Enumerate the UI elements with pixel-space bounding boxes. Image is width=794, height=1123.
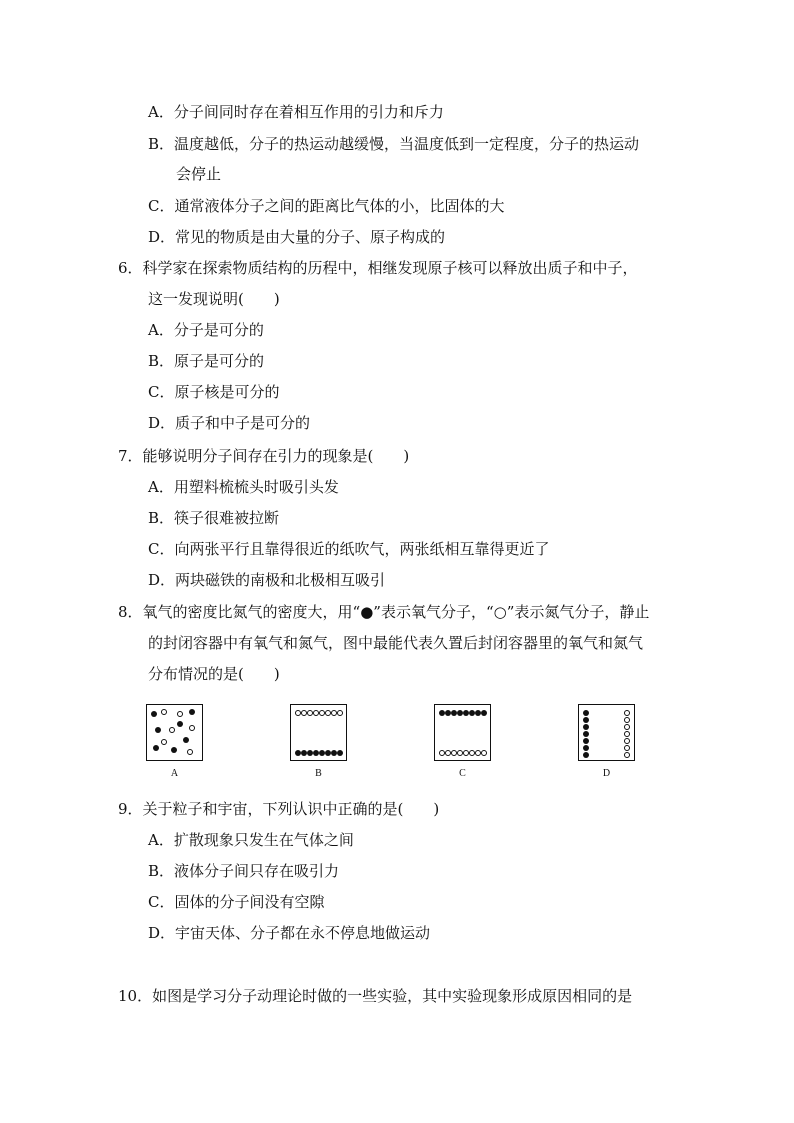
q6-option-c: C．原子核是可分的 — [148, 383, 280, 401]
q7-option-d: D．两块磁铁的南极和北极相互吸引 — [148, 571, 386, 589]
oxygen-molecule — [583, 724, 589, 730]
q8-stem: 8．氧气的密度比氮气的密度大，用“●”表示氧气分子，“○”表示氮气分子，静止 — [118, 603, 650, 621]
q5-option-a: A．分子间同时存在着相互作用的引力和斥力 — [148, 103, 444, 121]
q6-stem: 6．科学家在探索物质结构的历程中，相继发现原子核可以释放出质子和中子， — [118, 259, 638, 277]
q7-option-b: B．筷子很难被拉断 — [148, 509, 280, 527]
nitrogen-molecule — [161, 709, 167, 715]
q10-stem: 10．如图是学习分子动理论时做的一些实验，其中实验现象形成原因相同的是 — [118, 987, 633, 1005]
oxygen-molecule — [189, 709, 195, 715]
q7-stem: 7．能够说明分子间存在引力的现象是( ) — [118, 447, 410, 465]
q5-option-d: D．常见的物质是由大量的分子、原子构成的 — [148, 228, 446, 246]
q8-stem-continued-1: 的封闭容器中有氧气和氮气，图中最能代表久置后封闭容器里的氧气和氮气 — [148, 634, 644, 652]
container-b — [290, 704, 347, 761]
q5-option-c: C．通常液体分子之间的距离比气体的小，比固体的大 — [148, 197, 505, 215]
oxygen-molecule — [183, 737, 189, 743]
q9-option-d: D．宇宙天体、分子都在永不停息地做运动 — [148, 924, 431, 942]
oxygen-molecule — [177, 721, 183, 727]
q7-option-c: C．向两张平行且靠得很近的纸吹气，两张纸相互靠得更近了 — [148, 540, 550, 558]
label-b: B — [315, 768, 322, 779]
q6-option-d: D．质子和中子是可分的 — [148, 414, 311, 432]
container-d — [578, 704, 635, 761]
oxygen-molecule — [151, 711, 157, 717]
q8-stem-continued-2: 分布情况的是( ) — [148, 665, 280, 683]
container-c — [434, 704, 491, 761]
oxygen-molecule — [583, 752, 589, 758]
q9-option-c: C．固体的分子间没有空隙 — [148, 893, 325, 911]
nitrogen-molecule — [169, 727, 175, 733]
q6-stem-continued: 这一发现说明( ) — [148, 290, 280, 308]
oxygen-molecule — [583, 745, 589, 751]
q9-stem: 9．关于粒子和宇宙，下列认识中正确的是( ) — [118, 800, 440, 818]
oxygen-molecule — [583, 717, 589, 723]
q9-option-a: A．扩散现象只发生在气体之间 — [148, 831, 354, 849]
label-c: C — [459, 768, 466, 779]
nitrogen-molecule — [624, 731, 630, 737]
q5-option-b-continued: 会停止 — [176, 165, 222, 183]
q5-option-b: B．温度越低，分子的热运动越缓慢，当温度低到一定程度，分子的热运动 — [148, 135, 640, 153]
q7-option-a: A．用塑料梳梳头时吸引头发 — [148, 478, 339, 496]
oxygen-molecule — [171, 747, 177, 753]
nitrogen-molecule — [187, 749, 193, 755]
nitrogen-molecule — [624, 745, 630, 751]
nitrogen-molecule — [624, 717, 630, 723]
nitrogen-molecule — [624, 738, 630, 744]
q6-option-b: B．原子是可分的 — [148, 352, 265, 370]
nitrogen-molecule — [337, 710, 343, 716]
oxygen-molecule — [481, 710, 487, 716]
q6-option-a: A．分子是可分的 — [148, 321, 264, 339]
oxygen-molecule — [337, 750, 343, 756]
nitrogen-molecule — [481, 750, 487, 756]
nitrogen-molecule — [161, 739, 167, 745]
nitrogen-molecule — [177, 711, 183, 717]
q9-option-b: B．液体分子间只存在吸引力 — [148, 862, 340, 880]
oxygen-molecule — [583, 731, 589, 737]
label-d: D — [602, 768, 611, 779]
nitrogen-molecule — [624, 752, 630, 758]
oxygen-molecule — [155, 727, 161, 733]
q8-figure — [140, 702, 680, 784]
nitrogen-molecule — [189, 725, 195, 731]
nitrogen-molecule — [624, 710, 630, 716]
oxygen-molecule — [583, 710, 589, 716]
oxygen-molecule — [153, 745, 159, 751]
label-a: A — [170, 768, 179, 779]
oxygen-molecule — [583, 738, 589, 744]
nitrogen-molecule — [624, 724, 630, 730]
container-a — [146, 704, 203, 761]
